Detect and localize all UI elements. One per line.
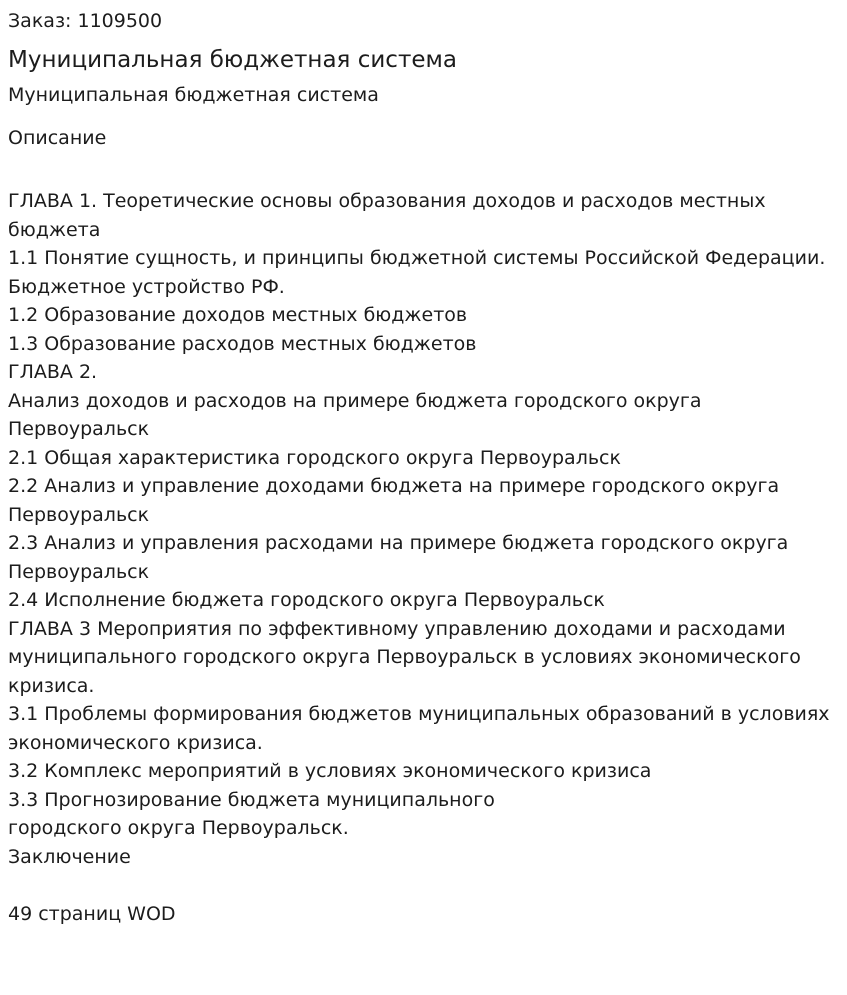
page-title: Муниципальная бюджетная система — [8, 47, 457, 73]
toc-line: 3.1 Проблемы формирования бюджетов муниципальных образований в условиях — [8, 703, 830, 725]
toc-line: 3.2 Комплекс мероприятий в условиях экономического кризиса — [8, 760, 652, 782]
toc-line: муниципального городского округа Первоуральск в условиях экономического — [8, 646, 801, 668]
toc-line: 3.3 Прогнозирование бюджета муниципального — [8, 788, 495, 811]
toc-line: кризиса. — [8, 674, 95, 697]
toc-line: городского округа Первоуральск. — [8, 817, 349, 839]
table-of-contents — [8, 187, 839, 871]
toc-line: 1.3 Образование расходов местных бюджетов — [8, 332, 477, 355]
toc-line: 2.2 Анализ и управление доходами бюджета на примере городского округа — [8, 475, 780, 497]
toc-line: 2.1 Общая характеристика городского округа Первоуральск — [8, 446, 621, 469]
toc-line: 1.2 Образование доходов местных бюджетов — [8, 304, 468, 326]
toc-line: 2.4 Исполнение бюджета городского округа Первоуральск — [8, 589, 605, 611]
toc-line: 1.1 Понятие сущность, и принципы бюджетной системы Российской Федерации. — [8, 247, 826, 269]
page-subtitle: Муниципальная бюджетная система — [8, 84, 379, 106]
toc-line: Анализ доходов и расходов на примере бюджета городского округа — [8, 389, 702, 412]
order-number: Заказ: 1109500 — [8, 10, 163, 32]
toc-line: ГЛАВА 3 Мероприятия по эффективному управлению доходами и расходами — [8, 617, 786, 640]
toc-line: ГЛАВА 1. Теоретические основы образования доходов и расходов местных — [8, 190, 766, 212]
toc-line: Заключение — [8, 845, 131, 868]
page-count: 49 страниц WOD — [8, 902, 176, 925]
toc-line: Первоуральск — [8, 560, 150, 583]
toc-line: Первоуральск — [8, 503, 150, 526]
toc-line: бюджета — [8, 218, 101, 241]
description-heading: Описание — [8, 127, 107, 149]
toc-line: ГЛАВА 2. — [8, 361, 98, 383]
toc-line: Бюджетное устройство РФ. — [8, 275, 285, 298]
toc-line: 2.3 Анализ и управления расходами на примере бюджета городского округа — [8, 532, 789, 554]
toc-line: Первоуральск — [8, 418, 150, 440]
toc-line: экономического кризиса. — [8, 731, 263, 754]
